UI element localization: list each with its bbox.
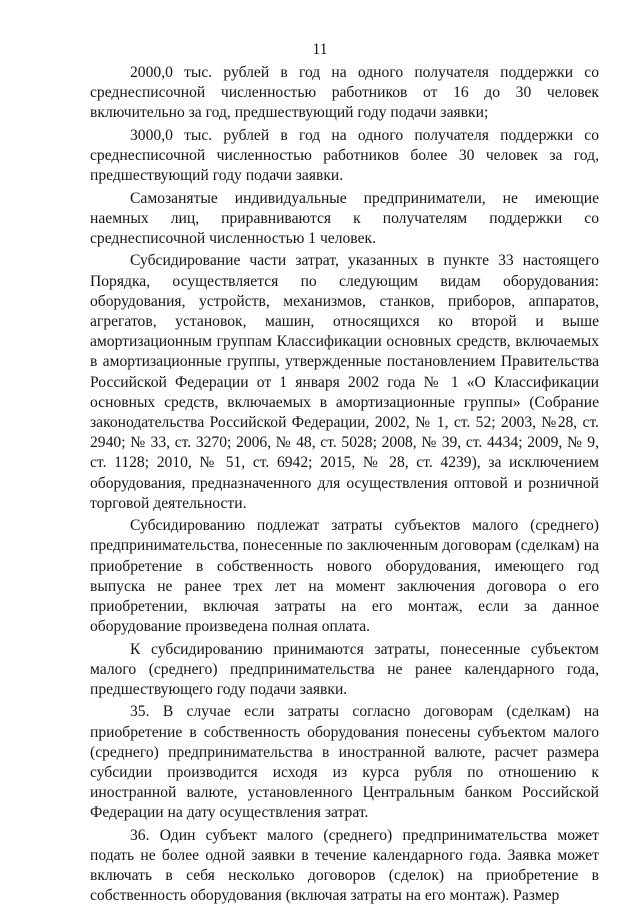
paragraph-equipment-types: Субсидирование части затрат, указанных в пункте 33 настоящего Порядка, осуществляется по следующим видам оборудования: оборудования, устройств, механизмов, станков, приборов, аппаратов, агрегатов, установок, машин, относящихся ко второй и выше амортизационным группам Классификации основных средств, включаемых в амортизационные группы, утвержденные постановлением Правительства Российской Федерации от 1 января 2002 года № 1 «О Классификации основных средств, включаемых в амортизационные группы» (Собрание законодательства Российской Федерации, 2002, № 1, ст. 52; 2003, №28, ст. 2940; № 33, ст. 3270; 2006, № 48, ст. 5028; 2008, № 39, ст. 4434; 2009, № 9, ст. 1128; 2010, № 51, ст. 6942; 2015, № 28, ст. 4239), за исключением оборудования, предназначенного для осуществления оптовой и розничной торговой деятельности. <box>90 252 599 512</box>
paragraph-eligible-costs: Субсидированию подлежат затраты субъектов малого (среднего) предпринимательства, понесенные по заключенным договорам (сделкам) на приобретение в собственность нового оборудования, имеющего год выпуска не ранее трех лет на момент заключения договора о его приобретении, включая затраты на его монтаж, если за данное оборудование произведена полная оплата. <box>90 517 599 636</box>
paragraph-self-employed: Самозанятые индивидуальные предприниматели, не имеющие наемных лиц, приравниваются к получателям поддержки со среднесписочной численностью 1 человек. <box>90 189 599 247</box>
paragraph-item-35: 35. В случае если затраты согласно договорам (сделкам) на приобретение в собственность оборудования понесены субъектом малого (среднего) предпринимательства в иностранной валюте, расчет размера субсидии производится исходя из курса рубля по отношению к иностранной валюте, установленного Центральным банком Российской Федерации на дату осуществления затрат. <box>90 703 599 822</box>
paragraph-cost-period: К субсидированию принимаются затраты, понесенные субъектом малого (среднего) предпринимательства не ранее календарного года, предшествующего году подачи заявки. <box>90 640 599 699</box>
paragraph-item-36: 36. Один субъект малого (среднего) предпринимательства может подать не более одной заявки в течение календарного года. Заявка может включать в себя несколько договоров (сделок) на приобретение в собственность оборудования (включая затраты на его монтаж). Размер <box>90 826 599 905</box>
paragraph-subsidy-limit-over-30: 3000,0 тыс. рублей в год на одного получателя поддержки со среднесписочной численностью работников более 30 человек за год, предшествующий году подачи заявки. <box>90 126 599 185</box>
paragraph-subsidy-limit-16-30: 2000,0 тыс. рублей в год на одного получателя поддержки со среднесписочной численностью работников от 16 до 30 человек включительно за год, предшествующий году подачи заявки; <box>90 64 599 122</box>
document-body <box>90 63 599 909</box>
page-number: 11 <box>312 41 328 58</box>
